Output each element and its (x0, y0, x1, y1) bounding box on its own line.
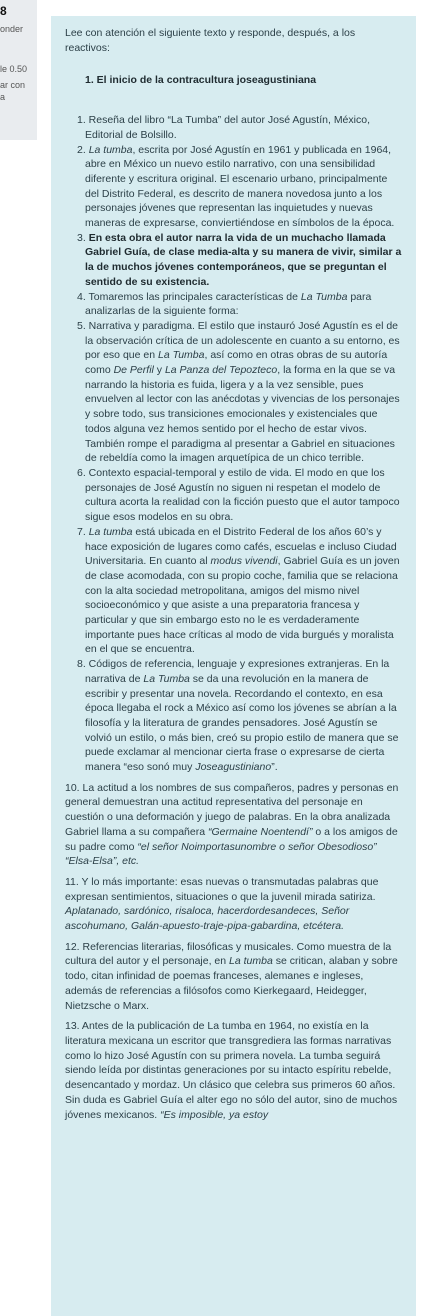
text-paragraph: 8. Códigos de referencia, lenguaje y expresiones extranjeras. En la narrativa de La Tumba se da una revolución en la manera de escribir y presentar una novela. Recordando el contexto, en esa época llegaba el rock a México así como los jóvenes se abrían a la filosofía y la literatura de grandes pensadores. José Agustín se volvió un estilo, o más bien, creó su propio estilo de manera que se puede exclamar al mencionar cierta frase o expresarse de cierta manera “eso sonó muy Joseagustiniano”. (77, 658, 399, 774)
text-paragraph: 5. Narrativa y paradigma. El estilo que instauró José Agustín es el de la observación crítica de un adolescente en cuanto a su entorno, es por eso que en La Tumba, así como en otras obras de su autoría como De Perfil y La Panza del Tepozteco, la forma en la que se va narrando la historia es fuida, ligera y a la vez sensible, pues envuelven al lector con las anécdotas y vivencias de los personajes y sobre todo, sus transiciones emocionales y existenciales que todos alguna vez hemos sentido por el hecho de estar vivos. También rompe el paradigma al presentar a Gabriel en situaciones de rebeldía como la imagen arquetípica de un chico terrible. (77, 319, 400, 465)
flag-question-link-cont: a (0, 92, 6, 102)
text-paragraph: 10. La actitud a los nombres de sus compañeros, padres y personas en general demuestran una actitud representativa del personaje en cuestión o una deformación y juego de palabras. En la obra analizada Gabriel llama a su compañera “Germaine Noentendí” o a los amigos de su padre como “el señor Noimportasunombre o señor Obesodioso” “Elsa-Elsa”, etc. (65, 781, 399, 868)
flag-question-link[interactable]: ar con (0, 80, 26, 90)
text-paragraph: 3. En esta obra el autor narra la vida de un muchacho llamada Gabriel Guía, de clase media-alta y su manera de vivir, similar a la de muchos jóvenes contemporáneos, que se preguntan el sentido de su existencia. (77, 231, 402, 288)
section-title: 1. El inicio de la contracultura joseagustiniana (85, 74, 317, 87)
question-intro: Lee con atención el siguiente texto y responde, después, a los reactivos: (65, 27, 356, 54)
text-paragraph: 12. Referencias literarias, filosóficas y musicales. Como muestra de la cultura del autor y el personaje, en La tumba se critican, alaban y sobre todo, citan infinidad de poemas franceses, alemanes e ingleses, además de referencias a filósofos como Kierkegaard, Heidegger, Nietzsche o Marx. (65, 940, 398, 1012)
question-info-block (0, 0, 37, 140)
text-paragraph: 1. Reseña del libro “La Tumba” del autor José Agustín, México, Editorial de Bolsillo. (77, 114, 370, 141)
text-paragraph: 11. Y lo más importante: esas nuevas o transmutadas palabras que expresan sentimientos, situaciones o que la juvenil mirada satiriza. Aplatanado, sardónico, risaloca, hacerdordesandeces, Señor ascohumano, Galán-apuesto-traje-pipa-gabardina, etcétera. (65, 875, 379, 933)
question-status: onder (0, 24, 24, 34)
reading-text (65, 113, 402, 1122)
question-text-panel (51, 16, 416, 1316)
text-paragraph: 2. La tumba, escrita por José Agustín en 1961 y publicada en 1964, abre en México un nuevo estilo narrativo, con una sensibilidad diferente y escritura original. El escenario urbano, principalmente del Distrito Federal, es descrito de manera novedosa junto a los personajes jóvenes que representan las inquietudes y nuevas maneras de expresarse, conviertiéndose en símbolos de la época. (77, 143, 395, 230)
question-number: 8 (0, 4, 7, 18)
text-paragraph: 6. Contexto espacial-temporal y estilo de vida. El modo en que los personajes de José Agustín no siguen ni respetan el modelo de cultura acorta la realidad con la ficción puesto que el autor tampoco sigue esos modelos en su obra. (77, 466, 400, 524)
question-grade: le 0.50 (0, 64, 28, 74)
text-paragraph: 13. Antes de la publicación de La tumba en 1964, no existía en la literatura mexicana un escritor que transgrediera las formas narrativas como lo hizo José Agustín con su primera novela. La tumba seguirá siendo leída por distintas generaciones por su intacto espíritu rebelde, desencantado y mordaz. Un clásico que celebra sus primeros 60 años. Sin duda es Gabriel Guía el alter ego no sólo del autor, sino de muchos jóvenes mexicanos. “Es imposible, ya estoy (65, 1020, 398, 1121)
text-paragraph: 4. Tomaremos las principales características de La Tumba para analizarlas de la siguiente forma: (77, 290, 372, 318)
text-paragraph: 7. La tumba está ubicada en el Distrito Federal de los años 60’s y hace exposición de lugares como cafés, escuelas e incluso Ciudad Universitaria. En cuanto al modus vivendi, Gabriel Guía es un joven de clase acomodada, con su propio coche, familia que se relaciona con la alta sociedad metropolitana, amigos del mismo nivel socioeconómico y que asiste a una preparatoria francesa y particular y que sin embargo esto no le es verdaderamente importante pues hace críticas al modo de vida burgués y moralista en el que se encuentra. (77, 525, 400, 656)
